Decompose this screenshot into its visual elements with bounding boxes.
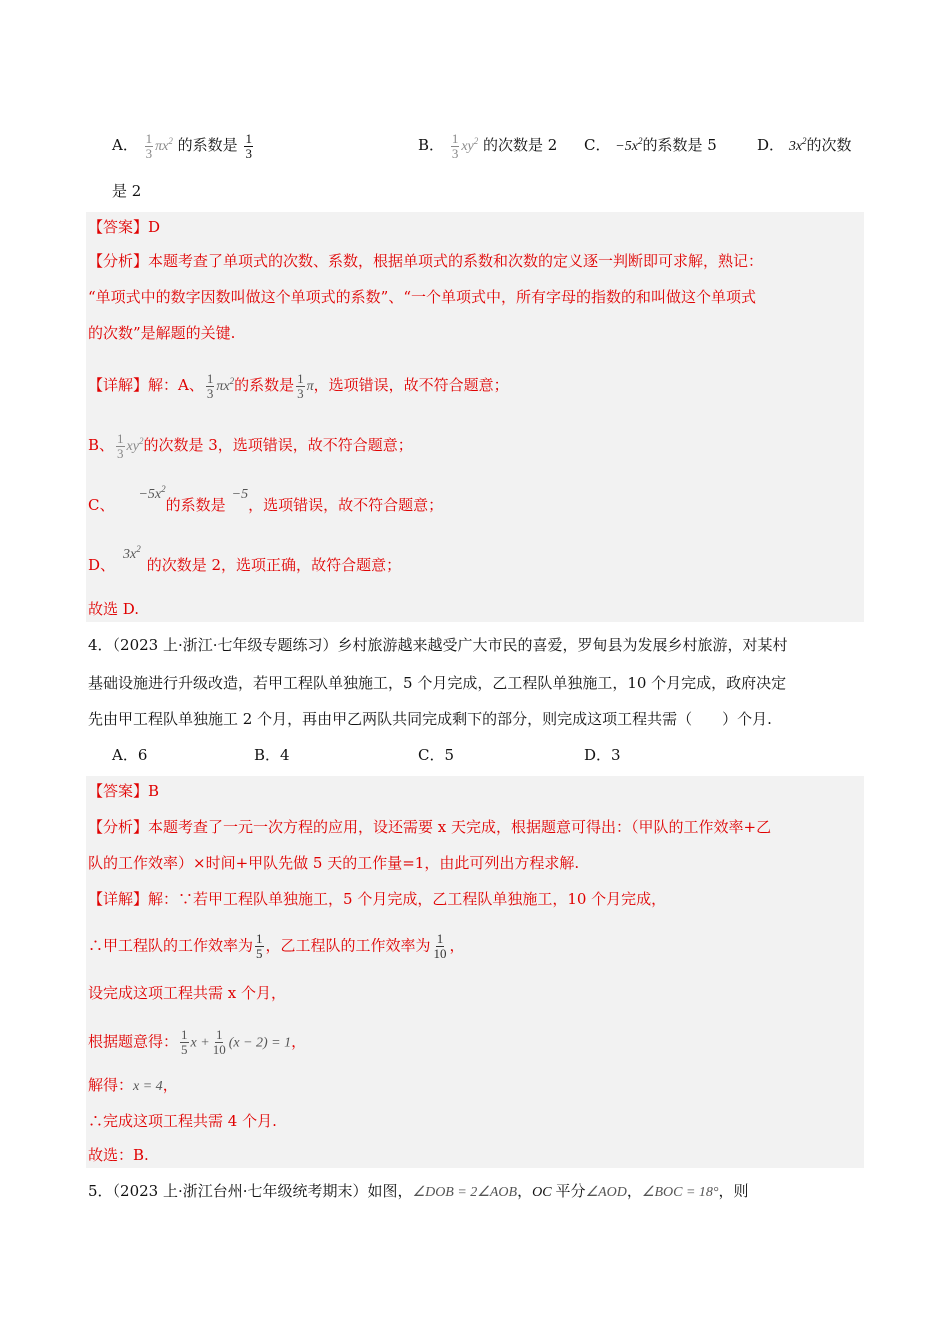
option-a: A． $\frac{1}{3}$ $\pi x^2$ 的系数是 $\frac{1}{3}$	[112, 130, 252, 161]
option-b: B． $\frac{1}{3}$ $xy^2$ 的次数是 2	[418, 130, 558, 161]
question-5-stem: 5．（2023 上·浙江台州·七年级统考期末）如图，∠DOB = 2∠AOB，OC 平分∠AOD，∠BOC = 18°，则	[88, 1182, 749, 1200]
question-4-stem: 先由甲工程队单独施工 2 个月，再由甲乙两队共同完成剩下的部分，则完成这项工程共需（ ）个月.	[88, 710, 772, 728]
answer-q4: 【答案】B	[88, 782, 160, 800]
detail-b: B、 $\frac{1}{3}$ $xy^2$的次数是 3，选项错误，故不符合题意；	[88, 430, 413, 461]
detail-line: 设完成这项工程共需 x 个月，	[88, 984, 286, 1002]
question-4-stem: 基础设施进行升级改造，若甲工程队单独施工，5 个月完成，乙工程队单独施工，10 个月完成，政府决定	[88, 674, 787, 692]
option-d-continuation: 是 2	[112, 182, 142, 200]
option-c: C． $-5x^2$的系数是 5	[584, 136, 717, 154]
detail-end: 故选：B.	[88, 1146, 149, 1164]
fraction: $\frac{1}{3}$	[145, 130, 153, 161]
detail-efficiency: ∴甲工程队的工作效率为 $\frac{1}{5}$ ，乙工程队的工作效率为 $\frac{1}{10}$ ，	[88, 931, 465, 961]
detail-c: C、$-5x^2$的系数是−5，选项错误，故不符合题意；	[88, 484, 444, 514]
question-4-stem: 4．（2023 上·浙江·七年级专题练习）乡村旅游越来越受广大市民的喜爱，罗甸县为发展乡村旅游，对某村	[88, 636, 788, 654]
option-b: B．4	[254, 746, 290, 764]
option-c: C．5	[418, 746, 455, 764]
detail-equation: 根据题意得： $\frac{1}{5}$ x + $\frac{1}{10}$ (x − 2) = 1，	[88, 1027, 307, 1057]
fraction: $\frac{1}{3}$	[245, 130, 252, 161]
detail-a: 【详解】解：A、 $\frac{1}{3}$ $\pi x^2$的系数是 $\frac{1}{3}$ π，选项错误，故不符合题意；	[88, 370, 509, 401]
analysis-line: 的次数”是解题的关键.	[88, 324, 236, 342]
option-d: D．3	[584, 746, 621, 764]
analysis-line: “单项式中的数字因数叫做这个单项式的系数”、“一个单项式中，所有字母的指数的和叫做这个单项式	[88, 288, 757, 306]
detail-end: 故选 D.	[88, 600, 140, 618]
analysis-line: 【分析】本题考查了一元一次方程的应用，设还需要 x 天完成，根据题意可得出：（甲队的工作效率+乙	[88, 818, 772, 836]
detail-solve: 解得：x = 4，	[88, 1076, 178, 1094]
detail-line: ∴完成这项工程共需 4 个月.	[88, 1112, 277, 1130]
detail-d: D、$3x^2$的次数是 2，选项正确，故符合题意；	[88, 544, 402, 574]
fraction: $\frac{1}{3}$	[451, 130, 459, 161]
detail-line: 【详解】解：∵若甲工程队单独施工，5 个月完成，乙工程队单独施工，10 个月完成，	[88, 890, 667, 908]
analysis-line: 【分析】本题考查了单项式的次数、系数，根据单项式的系数和次数的定义逐一判断即可求解，熟记：	[88, 252, 764, 270]
option-a: A．6	[112, 746, 148, 764]
option-d: D． $3x^2$的次数	[757, 136, 852, 154]
answer-q3: 【答案】D	[88, 218, 161, 236]
analysis-line: 队的工作效率）×时间+甲队先做 5 天的工作量=1，由此可列出方程求解.	[88, 854, 580, 872]
